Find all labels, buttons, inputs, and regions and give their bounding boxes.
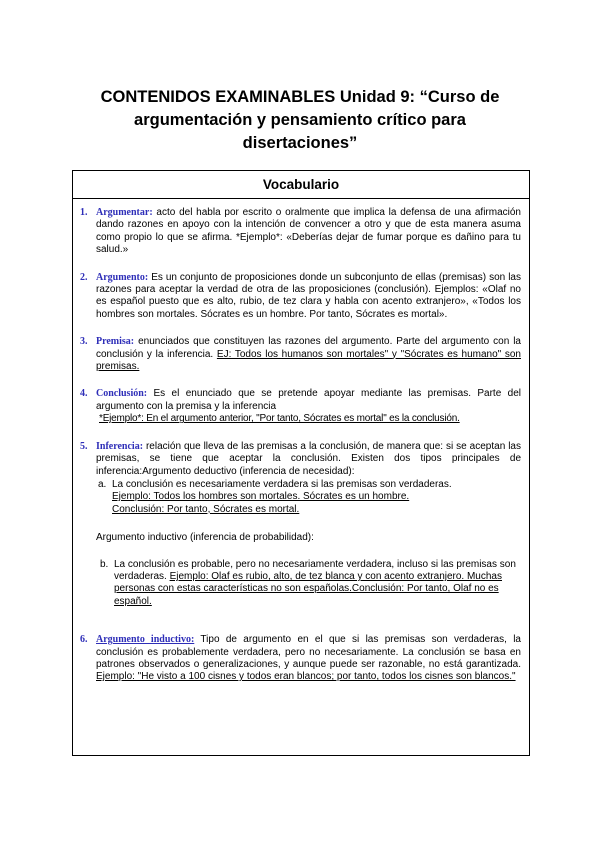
vocab-item-argumento (80, 272, 521, 322)
subitem-letter: b. (100, 558, 109, 570)
deductive-subitem (96, 479, 521, 516)
subitem-example: Ejemplo: Todos los hombres son mortales. Sócrates es un hombre. (112, 491, 410, 503)
item-term: Argumentar: (96, 207, 153, 218)
item-term: Argumento: (96, 271, 149, 283)
item-term: Conclusión: (96, 388, 148, 400)
item-definition: acto del habla por escrito o oralmente que implica la defensa de una afirmación dando razones en apoyo con la intención de convencer a otro y que de esta manera asuma como propio lo que se afirma. *Ejemplo*: «Deberías dejar de fumar porque es dañino para tu salud.» (96, 207, 521, 256)
item-number: 1. (80, 207, 88, 218)
item-number: 6. (80, 634, 88, 646)
subitem-letter: a. (98, 478, 107, 490)
item-example: EJ: Todos los humanos son mortales" y "Sócrates es humano" son premisas. (96, 348, 521, 373)
vocab-item-premisa (80, 336, 521, 373)
item-example: Ejemplo: "He visto a 100 cisnes y todos eran blancos; por tanto, todos los cisnes son blancos." (96, 671, 516, 683)
item-number: 4. (80, 388, 88, 400)
vocabulary-header: Vocabulario (73, 171, 529, 199)
vocab-item-inferencia (80, 441, 521, 516)
vocabulary-list (73, 199, 529, 684)
subitem-example: Ejemplo: Olaf es rubio, alto, de tez blanca y con acento extranjero. Muchas personas con estas características no son españolas.Conclusión: Por tanto, Olaf no es español. (114, 570, 502, 607)
item-term: Premisa: (96, 336, 135, 348)
vocab-item-argumentar (80, 207, 521, 257)
item-number: 2. (80, 271, 88, 283)
subitem-text: La conclusión es necesariamente verdadera si las premisas son verdaderas. (112, 478, 452, 490)
title-line-2: argumentación y pensamiento crítico para (134, 111, 466, 129)
vocab-item-argumento-inductivo (80, 634, 521, 684)
item-definition: Tipo de argumento en el que si las premisas son verdaderas, la conclusión es probablemente verdadera, pero no necesariamente. La conclusión se basa en patrones observados o generalizaciones, y aunque puede ser razonable, no está garantizada. (96, 634, 521, 670)
inductive-subitem (80, 559, 521, 609)
item-definition: Es un conjunto de proposiciones donde un subconjunto de ellas (premisas) son las razones para aceptar la verdad de otra de las proposiciones (conclusión). Ejemplos: «Olaf no es español puesto que es alto, rubio, de tez clara y habla con acento extranjero», «Todos los hombres son mortales. Sócrates es un hombre. Por tanto, Sócrates es mortal». (96, 271, 521, 320)
item-term: Argumento inductivo: (96, 634, 195, 646)
item-definition: enunciados que constituyen las razones del argumento. Parte del argumento con la conclusión y la inferencia. (96, 336, 521, 360)
item-term: Inferencia: (96, 440, 144, 452)
title-line-3: disertaciones” (242, 134, 358, 152)
document-title (70, 86, 530, 155)
inductive-label: Argumento inductivo (inferencia de probabilidad): (96, 532, 314, 544)
title-line-1: CONTENIDOS EXAMINABLES Unidad 9: “Curso de (100, 88, 500, 106)
subitem-example-conclusion: Conclusión: Por tanto, Sócrates es mortal. (112, 503, 300, 515)
item-example: *Ejemplo*: En el argumento anterior, "Por tanto, Sócrates es mortal" es la conclusión. (99, 413, 460, 425)
vocabulary-table (72, 170, 530, 756)
vocab-item-conclusion (80, 388, 521, 425)
item-definition: Es el enunciado que se pretende apoyar mediante las premisas. Parte del argumento con la premisa y la inferencia (96, 388, 521, 412)
item-definition: relación que lleva de las premisas a la conclusión, de manera que: si se aceptan las premisas, se tiene que aceptar la conclusión. Existen dos tipos principales de inferencia:Argumento deductivo (inferencia de necesidad): (96, 440, 521, 477)
item-number: 5. (80, 440, 88, 452)
subitem-text: La conclusión es probable, pero no necesariamente verdadera, incluso si las premisas son verdaderas. (114, 558, 516, 582)
item-number: 3. (80, 336, 88, 348)
